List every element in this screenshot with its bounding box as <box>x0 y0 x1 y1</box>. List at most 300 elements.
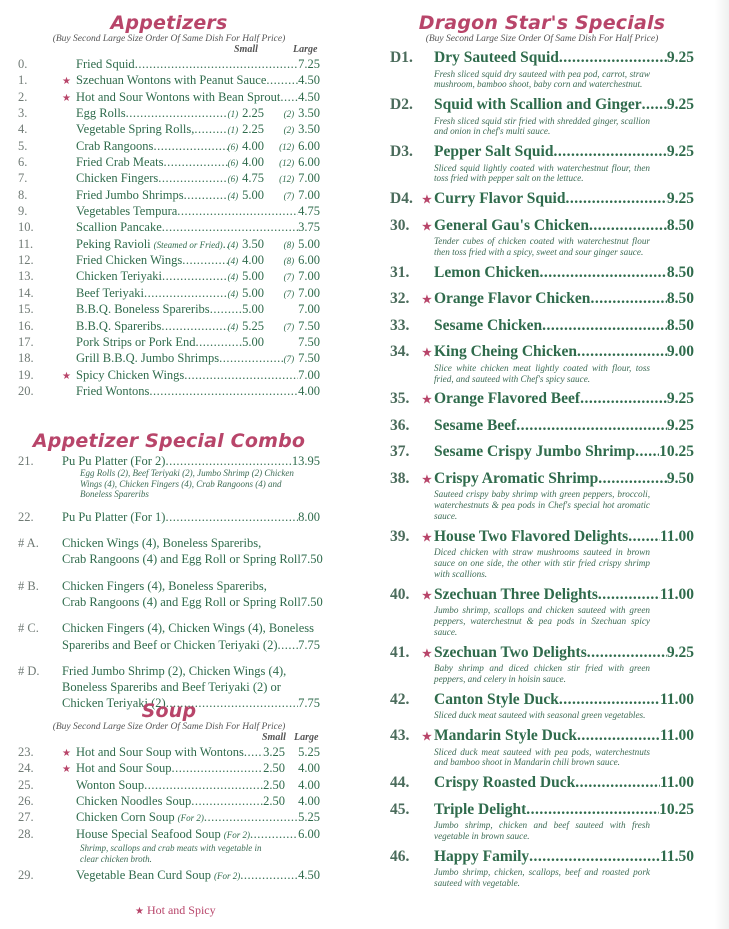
special-item <box>390 727 694 768</box>
small-quantity: (1) <box>227 125 239 136</box>
small-price: 5.00 <box>242 285 264 300</box>
star-icon: ★ <box>422 647 432 660</box>
page-edge-shadow <box>715 0 729 929</box>
item-number: # D. <box>18 663 40 678</box>
star-icon: ★ <box>422 294 432 307</box>
large-quantity: (12) <box>279 158 295 169</box>
leader-dots <box>144 286 228 301</box>
star-icon: ★ <box>62 370 71 382</box>
item-number: 17. <box>18 334 34 349</box>
leader-dots <box>589 217 667 235</box>
combo-text: Crab Rangoons (4) and Egg Roll or Spring Roll <box>62 594 301 609</box>
item-description: Sliced duck meat sauteed with seasonal green vegetables. <box>434 710 646 721</box>
special-row <box>390 417 694 443</box>
leader-dots <box>577 727 660 745</box>
combo-text: Fried Jumbo Shrimp (2), Chicken Wings (4), <box>62 663 287 678</box>
item-name: Fried Wontons <box>76 383 150 398</box>
special-row <box>390 264 694 290</box>
large-price: 5.00 <box>298 236 320 251</box>
item-name: Crab Rangoons <box>76 138 154 153</box>
large-label: Large <box>293 44 318 55</box>
special-item <box>390 417 694 443</box>
combo-price: 13.95 <box>291 454 320 468</box>
item-name: Triple Delight <box>434 800 527 818</box>
item-description: Jumbo shrimp, scallops and chicken sauteed with green peppers, waterchestnut & pea pods in Szechuan spicy sauce. <box>434 605 650 637</box>
item-name: Szechuan Wontons with Peanut Sauce <box>76 73 267 88</box>
large-price-cell <box>285 794 320 809</box>
large-price: 5.25 <box>298 810 320 825</box>
leader-dots <box>628 528 660 546</box>
combo-item <box>18 510 320 526</box>
item-number: 32. <box>390 290 410 308</box>
large-price: 7.00 <box>298 367 320 382</box>
large-price: 4.00 <box>298 794 320 809</box>
combo-price: 7.75 <box>298 637 320 652</box>
small-price-cell <box>228 171 264 186</box>
small-price: 5.00 <box>242 302 264 317</box>
leader-dots <box>165 510 298 525</box>
leader-dots <box>163 155 227 170</box>
item-name: Scallion Pancake <box>76 220 162 235</box>
menu-item <box>18 302 320 318</box>
item-name: Curry Flavor Squid <box>434 190 566 208</box>
special-row <box>390 443 694 469</box>
small-price: 5.25 <box>242 318 264 333</box>
large-price-cell <box>264 335 320 350</box>
specials-title: Dragon Star's Specials <box>418 12 666 34</box>
special-item <box>390 343 694 384</box>
leader-dots <box>195 335 242 350</box>
item-price: 8.50 <box>666 290 694 308</box>
large-price: 4.00 <box>298 761 320 776</box>
small-label: Small <box>234 44 258 55</box>
combo-line <box>18 594 323 611</box>
item-number: 21. <box>18 454 34 468</box>
menu-item <box>18 204 320 220</box>
large-quantity: (12) <box>279 174 295 185</box>
item-name: Pork Strips or Pork End <box>76 334 196 349</box>
item-number: 10. <box>18 220 34 235</box>
item-number: 36. <box>390 416 410 434</box>
item-number: 14. <box>18 285 34 300</box>
small-price: 4.00 <box>242 155 264 170</box>
item-name: Vegetable Bean Curd Soup <box>76 868 212 883</box>
item-name: Egg Rolls <box>76 106 126 121</box>
menu-item <box>18 122 320 138</box>
leader-dots <box>250 827 298 842</box>
large-price: 7.00 <box>298 302 320 317</box>
large-price-cell <box>264 155 320 170</box>
small-price: 2.25 <box>242 106 264 121</box>
item-name: Fried Crab Meats <box>76 155 164 170</box>
specials-list <box>390 49 694 889</box>
special-item <box>390 801 694 842</box>
soup-subtitle: (Buy Second Large Size Order Of Same Dish For Half Price) <box>52 722 286 732</box>
large-quantity: (7) <box>283 272 295 283</box>
specials-section <box>390 12 694 895</box>
item-number: 44. <box>390 774 410 792</box>
large-price-cell <box>264 319 320 334</box>
leader-dots <box>194 122 227 137</box>
star-icon: ★ <box>422 220 432 233</box>
large-price-cell <box>264 269 320 284</box>
leader-dots <box>149 384 298 399</box>
special-item <box>390 264 694 290</box>
leader-dots <box>577 343 667 361</box>
small-quantity: (4) <box>227 239 239 250</box>
leader-dots <box>219 351 284 366</box>
item-price: 11.00 <box>659 727 694 745</box>
leader-dots <box>598 470 667 488</box>
large-price: 4.50 <box>298 868 320 883</box>
soup-list <box>18 745 320 884</box>
item-name: Orange Flavor Chicken <box>434 290 591 308</box>
large-price-cell <box>264 253 320 268</box>
item-name: Canton Style Duck <box>434 690 559 708</box>
small-price-cell <box>263 761 285 776</box>
item-description: Jumbo shrimp, chicken and beef sauteed with fresh vegetable in brown sauce. <box>434 820 650 841</box>
small-price-cell <box>228 122 264 137</box>
item-price: 9.25 <box>666 390 694 408</box>
item-name: Hot and Sour Wontons with Bean Sprout <box>76 89 281 104</box>
legend-label: Hot and Spicy <box>146 903 216 917</box>
large-quantity: (7) <box>283 354 295 365</box>
leader-dots <box>191 794 263 809</box>
large-price: 6.00 <box>298 138 320 153</box>
soup-large-label: Large <box>294 732 319 743</box>
item-name: Dry Sauteed Squid <box>434 49 559 66</box>
item-number: 26. <box>18 794 34 809</box>
large-quantity: (7) <box>283 288 295 299</box>
item-number: 40. <box>390 585 410 603</box>
large-price: 7.25 <box>298 57 320 71</box>
item-name: Crispy Aromatic Shrimp <box>434 469 599 487</box>
menu-item <box>18 90 320 106</box>
special-item <box>390 390 694 416</box>
leader-dots <box>177 204 298 219</box>
item-name: Crispy Roasted Duck <box>434 774 576 792</box>
menu-item <box>18 827 320 843</box>
item-price: 11.00 <box>659 774 694 792</box>
item-name: Fried Chicken Wings <box>76 253 183 268</box>
large-price-cell <box>298 204 320 219</box>
item-name: House Two Flavored Delights <box>434 527 629 545</box>
small-price-cell <box>228 237 264 252</box>
special-row <box>390 390 694 416</box>
small-price: 2.50 <box>263 761 285 776</box>
item-description: Sauteed crispy baby shrimp with green peppers, broccoli, waterchestnuts & pea pods in Chef's special hot aromatic sauce. <box>434 489 650 522</box>
item-number: 19. <box>18 367 34 382</box>
leader-dots <box>244 745 263 760</box>
item-description: Slice white chicken meat lightly coated with flour, toss fried, and sauteed with Chef's spicy sauce. <box>434 362 650 384</box>
leader-dots <box>590 290 666 308</box>
small-price: 3.50 <box>242 236 264 251</box>
menu-item <box>18 171 320 187</box>
leader-dots <box>161 319 227 334</box>
item-price: 11.50 <box>659 847 694 865</box>
small-quantity: (4) <box>227 190 239 201</box>
small-quantity: (6) <box>227 158 239 169</box>
large-price-cell <box>298 73 320 88</box>
large-price: 7.00 <box>298 171 320 186</box>
item-name: Lemon Chicken <box>434 263 540 281</box>
leader-dots <box>580 390 667 408</box>
item-name: King Cheing Chicken <box>434 343 577 361</box>
small-price: 4.00 <box>242 138 264 153</box>
leader-dots <box>144 778 263 793</box>
small-price-cell <box>228 319 264 334</box>
combo-text: Spareribs and Beef or Chicken Teriyaki (2) <box>62 637 278 652</box>
small-price: 2.50 <box>263 777 285 792</box>
large-price: 4.75 <box>298 204 320 219</box>
item-name: Hot and Sour Soup <box>76 761 172 776</box>
combo-item <box>18 454 320 500</box>
menu-item <box>18 57 320 73</box>
item-name: Fried Jumbo Shrimps <box>76 187 184 202</box>
item-name: Pepper Salt Squid <box>434 143 554 161</box>
item-number: 15. <box>18 302 34 317</box>
combo-price: 8.00 <box>298 509 320 524</box>
item-name: Peking Ravioli <box>76 236 151 251</box>
large-price-cell <box>298 57 320 72</box>
large-price-cell <box>264 302 320 317</box>
star-icon: ★ <box>422 731 432 744</box>
special-item <box>390 691 694 721</box>
combo-item <box>18 536 323 569</box>
large-price: 3.50 <box>298 106 320 121</box>
large-price: 3.50 <box>298 122 320 137</box>
combo-line <box>18 552 323 568</box>
menu-item <box>18 351 320 367</box>
leader-dots <box>172 761 264 776</box>
item-number: # A. <box>18 536 39 551</box>
item-price: 8.50 <box>666 263 694 281</box>
menu-item <box>18 220 320 236</box>
large-price: 4.00 <box>298 383 320 398</box>
combo-text: Chicken Fingers (4), Chicken Wings (4), Boneless <box>62 621 315 636</box>
item-number: 7. <box>18 171 28 186</box>
leader-dots <box>526 801 659 819</box>
special-item <box>390 443 694 469</box>
item-number: 41. <box>390 643 410 661</box>
size-header <box>18 44 320 57</box>
item-number: 8. <box>18 187 28 202</box>
star-icon: ★ <box>62 764 71 776</box>
leader-dots <box>575 774 660 792</box>
large-price: 7.00 <box>298 269 320 284</box>
item-price: 9.50 <box>666 469 694 487</box>
item-number: D2. <box>390 96 413 114</box>
item-name: General Gau's Chicken <box>434 216 590 234</box>
soup-title: Soup <box>141 700 197 722</box>
leader-dots <box>540 264 667 282</box>
special-item <box>390 290 694 316</box>
menu-item <box>18 810 320 826</box>
soup-size-header <box>18 732 320 745</box>
small-price: 2.50 <box>263 794 285 809</box>
leader-dots <box>165 454 291 469</box>
item-price: 11.00 <box>659 690 694 708</box>
appetizers-title: Appetizers <box>110 12 228 34</box>
small-price-cell <box>228 155 264 170</box>
small-quantity: (4) <box>227 321 239 332</box>
leader-dots <box>559 49 667 67</box>
special-item <box>390 217 694 258</box>
large-price-cell <box>264 139 320 154</box>
special-item <box>390 96 694 137</box>
item-price: 8.50 <box>666 316 694 334</box>
item-number: 25. <box>18 777 34 792</box>
item-price: 9.25 <box>666 143 694 161</box>
large-price-cell <box>285 745 320 760</box>
large-price: 7.50 <box>298 334 320 349</box>
small-price: 5.00 <box>242 269 264 284</box>
large-price: 7.00 <box>298 187 320 202</box>
menu-item <box>18 253 320 269</box>
small-quantity: (4) <box>227 288 239 299</box>
large-price-cell <box>298 810 320 825</box>
item-number: 0. <box>18 57 28 71</box>
special-item <box>390 774 694 800</box>
item-name: Vegetables Tempura <box>76 204 178 219</box>
combo-text: Crab Rangoons (4) and Egg Roll or Spring Roll <box>62 552 301 567</box>
item-number: 20. <box>18 383 34 398</box>
item-note: (For 2) <box>177 813 204 824</box>
item-price: 9.25 <box>666 96 694 114</box>
special-item <box>390 848 694 889</box>
large-quantity: (12) <box>279 141 295 152</box>
item-number: 5. <box>18 138 28 153</box>
item-number: # C. <box>18 621 39 636</box>
menu-item <box>18 794 320 810</box>
item-note: (For 2) <box>214 871 241 882</box>
item-name: Chicken Noodles Soup <box>76 794 192 809</box>
large-price-cell <box>264 286 320 301</box>
item-name: Hot and Sour Soup with Wontons <box>76 745 244 759</box>
item-name: Orange Flavored Beef <box>434 390 581 408</box>
item-description: Baby shrimp and diced chicken stir fried with green peppers, and celery in hoisin sauce. <box>434 663 650 684</box>
item-note: (Steamed or Fried) <box>153 239 223 250</box>
leader-dots <box>642 96 667 114</box>
small-price-cell <box>242 335 264 350</box>
star-icon: ★ <box>422 473 432 486</box>
small-price-cell <box>228 286 264 301</box>
menu-item <box>18 188 320 204</box>
item-number: 22. <box>18 509 34 524</box>
large-price: 6.00 <box>298 253 320 268</box>
large-price-cell <box>298 90 320 105</box>
menu-item <box>18 761 320 777</box>
large-price-cell <box>298 368 320 383</box>
small-price-cell <box>228 139 264 154</box>
item-number: 16. <box>18 318 34 333</box>
special-item <box>390 528 694 580</box>
item-name: Chicken Corn Soup <box>76 810 175 825</box>
combo-text: Boneless Spareribs and Beef Teriyaki (2) or <box>62 680 281 695</box>
item-price: 8.50 <box>666 216 694 234</box>
item-description: Sliced duck meat sauteed with pea pods, waterchestnuts and bamboo shoot in Mandarin chili brown sauce. <box>434 746 650 768</box>
star-icon: ★ <box>62 92 71 104</box>
special-item <box>390 644 694 685</box>
item-number: 4. <box>18 122 28 137</box>
large-price-cell <box>264 171 320 186</box>
star-icon: ★ <box>62 748 71 759</box>
menu-item <box>18 335 320 351</box>
small-quantity: (4) <box>227 272 239 283</box>
combo-item <box>18 578 323 612</box>
large-price: 4.00 <box>298 777 320 792</box>
leader-dots <box>153 139 227 154</box>
large-quantity: (2) <box>283 125 295 136</box>
leader-dots <box>542 317 667 335</box>
menu-item <box>18 778 320 794</box>
large-price: 6.00 <box>298 826 320 841</box>
special-row <box>390 774 694 800</box>
item-description: Diced chicken with straw mushrooms sauteed in brown sauce on one side, the other with stir fried crispy shrimp with scallions. <box>434 547 650 579</box>
item-price: 9.25 <box>666 49 694 66</box>
item-number: 23. <box>18 745 34 759</box>
special-item <box>390 586 694 638</box>
small-price: 2.25 <box>242 122 264 137</box>
item-name: Sesame Beef <box>434 416 517 434</box>
leader-dots <box>529 848 660 866</box>
menu-item <box>18 384 320 400</box>
special-row <box>390 290 694 316</box>
item-price: 10.25 <box>659 443 694 461</box>
large-price-cell <box>298 868 320 883</box>
large-price-cell <box>264 237 320 252</box>
large-price-cell <box>285 761 320 776</box>
combo-line <box>18 680 320 696</box>
item-number: 35. <box>390 390 410 408</box>
item-name: Squid with Scallion and Ginger <box>434 96 642 114</box>
item-name: Beef Teriyaki <box>76 285 144 300</box>
large-price-cell <box>298 384 320 399</box>
special-item <box>390 190 694 216</box>
star-icon: ★ <box>62 76 71 88</box>
legend <box>135 903 216 918</box>
appetizers-section <box>18 12 320 400</box>
menu-item <box>18 237 320 253</box>
item-price: 9.00 <box>666 343 694 361</box>
item-note: (For 2) <box>223 829 251 840</box>
item-number: 30. <box>390 216 410 234</box>
small-price-cell <box>228 106 264 121</box>
menu-item <box>18 868 320 884</box>
item-number: 33. <box>390 316 410 334</box>
small-price-cell <box>228 253 264 268</box>
item-price: 11.00 <box>659 585 694 603</box>
star-icon: ★ <box>135 906 144 917</box>
large-price: 3.75 <box>298 220 320 235</box>
item-name: Szechuan Three Delights <box>434 585 598 603</box>
menu-item <box>18 139 320 155</box>
small-price: 3.25 <box>263 745 285 759</box>
item-number: 37. <box>390 443 410 461</box>
item-price: 11.00 <box>659 527 694 545</box>
small-price: 5.00 <box>242 187 264 202</box>
item-price: 9.25 <box>666 416 694 434</box>
large-price-cell <box>264 106 320 121</box>
large-price: 6.00 <box>298 155 320 170</box>
small-price: 4.00 <box>242 253 264 268</box>
item-name: Vegetable Spring Rolls, <box>76 122 195 137</box>
item-number: D1. <box>390 49 413 66</box>
item-number: 31. <box>390 263 410 281</box>
specials-subtitle: (Buy Second Large Size Order Of Same Dish For Half Price) <box>425 34 659 44</box>
item-name: Sesame Crispy Jumbo Shrimp <box>434 443 636 461</box>
large-quantity: (8) <box>283 256 295 267</box>
